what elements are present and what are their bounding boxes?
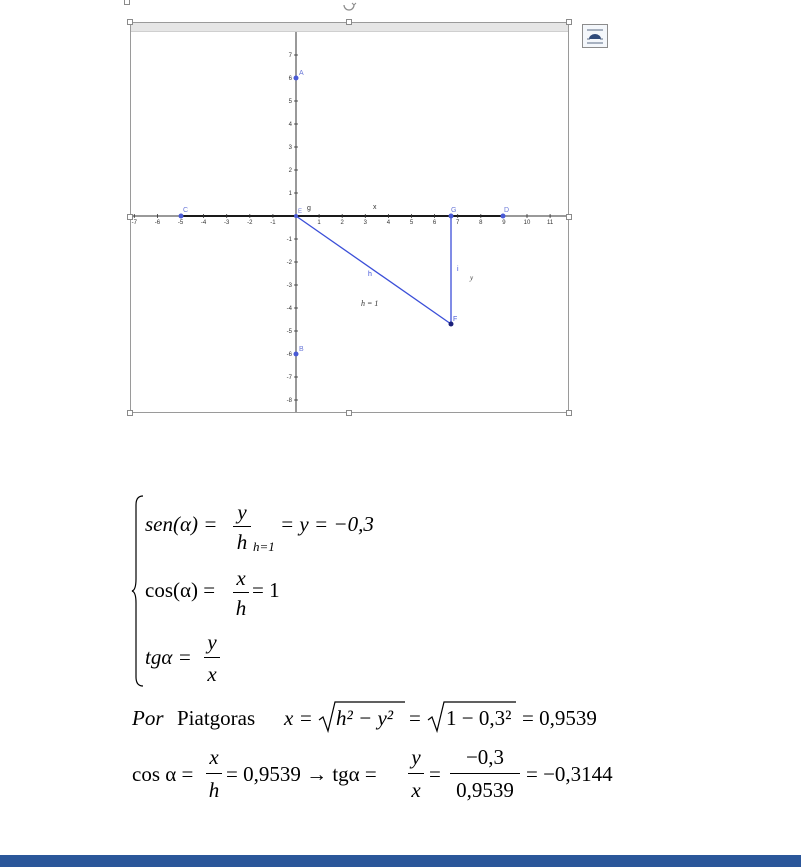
x-tick-label: 5: [409, 220, 414, 226]
x-tick-label: 3: [363, 220, 367, 226]
eq-last-num2: y: [411, 745, 421, 769]
point-b-label: B: [299, 346, 304, 353]
x-tick-label: 7: [456, 220, 460, 226]
x-tick-label: -5: [177, 220, 184, 226]
x-tick-label: -7: [131, 220, 137, 226]
resize-handle-t[interactable]: [346, 19, 352, 25]
x-tick-label: 4: [386, 220, 391, 226]
eq-last-den2: x: [411, 778, 421, 802]
eq-cos-bar: [233, 592, 249, 593]
point-a-label: A: [299, 70, 304, 77]
eq-cos-rhs: = 1: [252, 578, 280, 602]
y-tick-label: -2: [286, 260, 292, 266]
x-tick-label: 9: [502, 220, 506, 226]
x-tick-label: 11: [546, 220, 554, 226]
point-a: [294, 76, 299, 81]
eq-tg-lhs: tgα =: [145, 645, 192, 669]
y-tick-label: -3: [286, 283, 292, 289]
x-tick-label: -2: [247, 220, 253, 226]
eq-tg-den: x: [207, 662, 217, 686]
y-tick-label: 5: [288, 99, 292, 105]
y-tick-label: 1: [288, 191, 292, 197]
eq-tg-bar: [204, 657, 220, 658]
layout-options-icon: [583, 25, 607, 47]
eq-cos-num: x: [236, 566, 246, 590]
eq-sen-lhs: sen(α) =: [145, 512, 218, 536]
eq-last-mid: = 0,9539 → tgα =: [226, 762, 377, 786]
x-tick-label: -6: [154, 220, 161, 226]
eq-sen-num: y: [237, 500, 247, 524]
y-tick-label: -4: [286, 306, 292, 312]
eq-last-lhs: cos α =: [132, 762, 194, 786]
eq-last-den: h: [208, 778, 220, 802]
point-e-label: E: [298, 209, 303, 215]
eq-last-den3: 0,9539: [456, 778, 514, 802]
status-bar: [0, 855, 801, 867]
eq-pit-eq1: =: [409, 706, 421, 730]
resize-handle-r[interactable]: [566, 214, 572, 220]
y-tick-label: 6: [288, 76, 292, 82]
resize-handle-b[interactable]: [346, 410, 352, 416]
eq-last-bar2: [408, 773, 424, 774]
rotate-handle-icon[interactable]: [341, 0, 357, 12]
y-tick-label: -7: [286, 375, 292, 381]
anchor-marker: [124, 0, 130, 5]
x-tick-label: -3: [224, 220, 230, 226]
layout-options-button[interactable]: [582, 24, 608, 48]
y-tick-label: -8: [286, 398, 292, 404]
y-tick-label: -1: [286, 237, 292, 243]
eq-cos-lhs: cos(α) =: [145, 578, 216, 602]
x-tick-label: 8: [479, 220, 483, 226]
x-tick-label: 10: [523, 220, 531, 226]
point-g-label: G: [451, 207, 457, 214]
label-h: h: [368, 271, 372, 278]
eq-tg-num: y: [207, 630, 217, 654]
label-y: y: [470, 274, 474, 282]
x-tick-label: 1: [317, 220, 321, 226]
point-d: [501, 214, 506, 219]
eq-sen-bar: [233, 526, 251, 527]
x-tick-label: -4: [200, 220, 207, 226]
resize-handle-tr[interactable]: [566, 19, 572, 25]
eq-pit-result: = 0,9539: [522, 706, 597, 730]
y-tick-label: -5: [286, 329, 292, 335]
x-tick-label: 2: [340, 220, 344, 226]
eq-cos-den: h: [235, 596, 247, 620]
resize-handle-br[interactable]: [566, 410, 572, 416]
y-tick-label: -6: [286, 352, 292, 358]
eq-pit-rad2: 1 − 0,3²: [446, 706, 512, 730]
system-brace: [131, 495, 145, 692]
label-h-eq: h = 1: [361, 299, 379, 308]
eq-last-bar: [206, 773, 222, 774]
point-g: [449, 214, 454, 219]
point-c: [179, 214, 184, 219]
eq-sen-den: h: [236, 530, 248, 554]
eq-sen-rhs: = y = −0,3: [280, 512, 374, 536]
eq-last-num3: −0,3: [465, 745, 505, 769]
eq-pit-word: Piatgoras: [177, 706, 256, 730]
eq-pit-x: x =: [284, 706, 313, 730]
eq-pit-rad1: h² − y²: [336, 706, 394, 730]
resize-handle-bl[interactable]: [127, 410, 133, 416]
eq-last-bar3: [450, 773, 520, 774]
y-tick-label: 3: [288, 145, 292, 151]
eq-last-num: x: [209, 745, 219, 769]
label-x: x: [373, 204, 377, 211]
label-i: i: [457, 266, 459, 273]
point-b: [294, 352, 299, 357]
y-tick-label: 7: [288, 53, 292, 59]
y-tick-label: 4: [288, 122, 292, 128]
geogebra-graph: [131, 23, 568, 412]
eq-last-result: = −0,3144: [526, 762, 613, 786]
resize-handle-tl[interactable]: [127, 19, 133, 25]
eq-pit-por: Por: [132, 706, 164, 730]
point-f-label: F: [453, 316, 458, 323]
point-d-label: D: [504, 207, 510, 214]
label-g: g: [307, 205, 311, 212]
resize-handle-l[interactable]: [127, 214, 133, 220]
x-tick-label: 6: [432, 220, 437, 226]
eq-sen-sub: h=1: [253, 539, 275, 554]
eq-last-eq: =: [429, 762, 441, 786]
x-tick-label: -1: [270, 220, 276, 226]
point-c-label: C: [183, 207, 189, 214]
graph-svg: [131, 23, 568, 412]
y-tick-label: 2: [288, 168, 292, 174]
